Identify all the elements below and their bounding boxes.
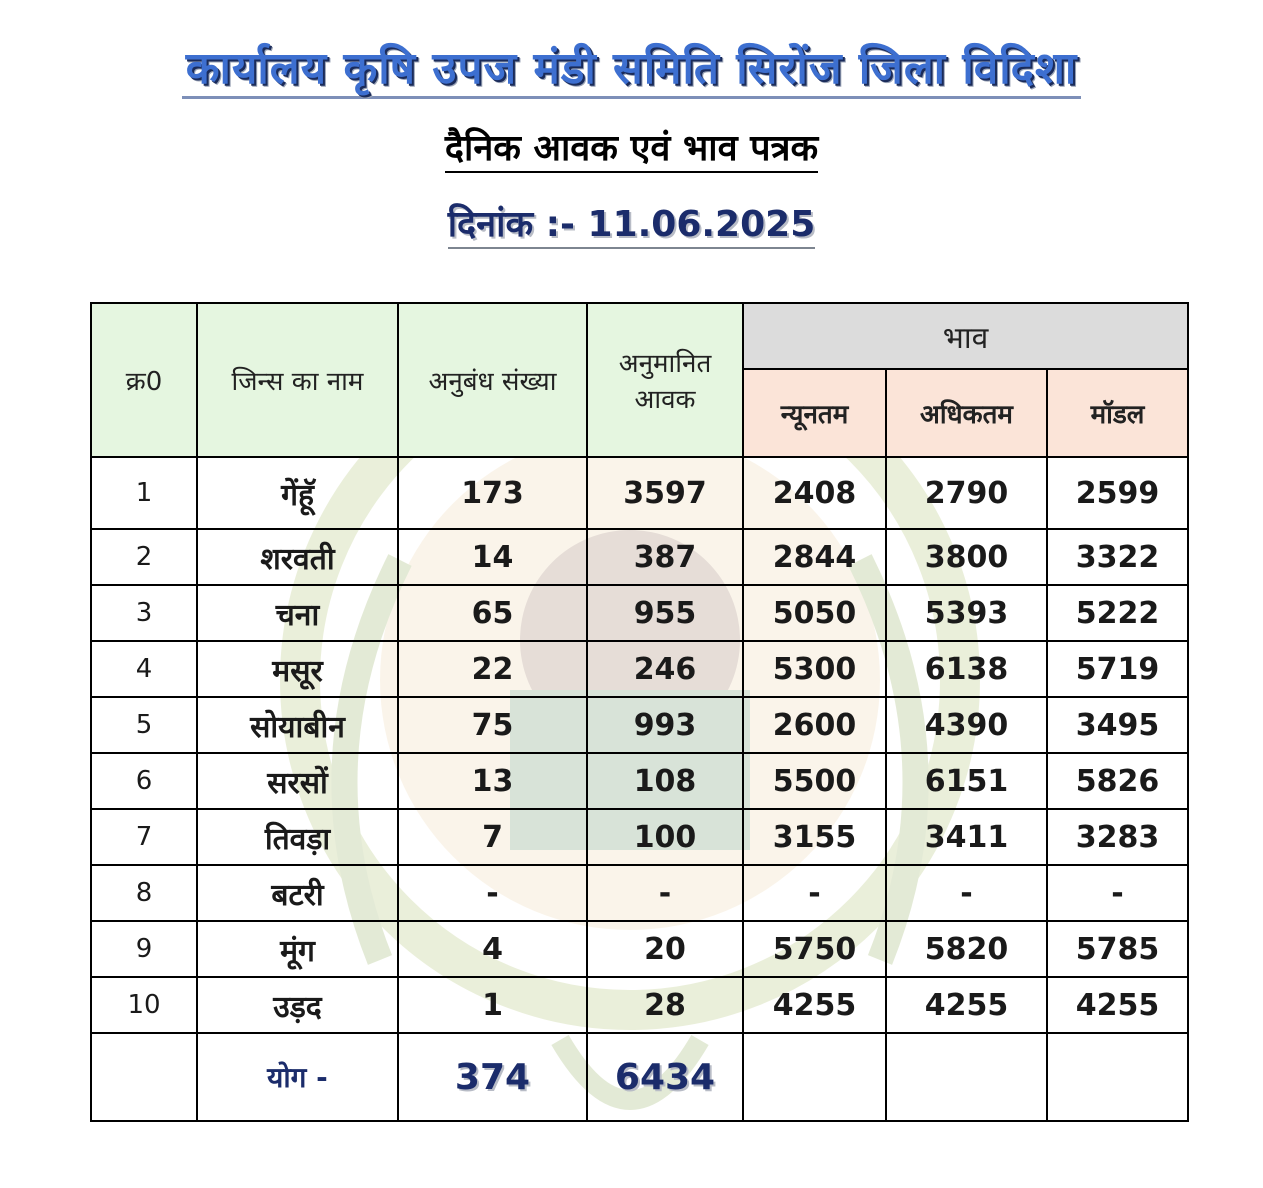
min-price-cell: 5050: [743, 585, 886, 641]
max-price-cell: 5820: [886, 921, 1047, 977]
col-header-min: न्यूनतम: [743, 369, 886, 457]
col-header-modal: मॉडल: [1047, 369, 1188, 457]
arrival-cell: 100: [587, 809, 743, 865]
table-row: [91, 921, 1188, 977]
modal-price-cell: 5785: [1047, 921, 1188, 977]
max-price-cell: 4255: [886, 977, 1047, 1033]
commodity-cell: उड़द: [197, 977, 398, 1033]
total-empty-cell: [886, 1033, 1047, 1121]
min-price-cell: 2844: [743, 529, 886, 585]
max-price-cell: 6138: [886, 641, 1047, 697]
max-price-cell: 2790: [886, 457, 1047, 529]
total-empty-cell: [743, 1033, 886, 1121]
min-price-cell: 2600: [743, 697, 886, 753]
serial-cell: 10: [91, 977, 197, 1033]
contracts-cell: 65: [398, 585, 587, 641]
table-body: [91, 457, 1188, 1033]
table-row: [91, 457, 1188, 529]
serial-cell: 9: [91, 921, 197, 977]
commodity-cell: गेंहूॅ: [197, 457, 398, 529]
commodity-cell: मसूर: [197, 641, 398, 697]
min-price-cell: 4255: [743, 977, 886, 1033]
commodity-cell: चना: [197, 585, 398, 641]
col-header-serial: क्र0: [91, 303, 197, 457]
max-price-cell: 6151: [886, 753, 1047, 809]
modal-price-cell: 4255: [1047, 977, 1188, 1033]
table-row: [91, 809, 1188, 865]
serial-cell: 1: [91, 457, 197, 529]
arrival-cell: 387: [587, 529, 743, 585]
commodity-cell: शरवती: [197, 529, 398, 585]
modal-price-cell: -: [1047, 865, 1188, 921]
modal-price-cell: 2599: [1047, 457, 1188, 529]
arrival-cell: 3597: [587, 457, 743, 529]
arrival-cell: 993: [587, 697, 743, 753]
col-header-max: अधिकतम: [886, 369, 1047, 457]
arrival-cell: -: [587, 865, 743, 921]
office-title: कार्यालय कृषि उपज मंडी समिति सिरोंज जिला विदिशा: [0, 36, 1263, 96]
serial-cell: 6: [91, 753, 197, 809]
table-header-row: [91, 303, 1188, 369]
table-row: [91, 753, 1188, 809]
contracts-cell: 14: [398, 529, 587, 585]
max-price-cell: 5393: [886, 585, 1047, 641]
min-price-cell: 3155: [743, 809, 886, 865]
total-empty-cell: [91, 1033, 197, 1121]
serial-cell: 8: [91, 865, 197, 921]
sheet-title: दैनिक आवक एवं भाव पत्रक: [0, 122, 1263, 171]
arrival-cell: 28: [587, 977, 743, 1033]
max-price-cell: 4390: [886, 697, 1047, 753]
arrival-cell: 20: [587, 921, 743, 977]
serial-cell: 7: [91, 809, 197, 865]
contracts-cell: 7: [398, 809, 587, 865]
commodity-cell: तिवड़ा: [197, 809, 398, 865]
contracts-cell: 13: [398, 753, 587, 809]
arrival-cell: 108: [587, 753, 743, 809]
serial-cell: 2: [91, 529, 197, 585]
min-price-cell: -: [743, 865, 886, 921]
table-row: [91, 977, 1188, 1033]
min-price-cell: 5300: [743, 641, 886, 697]
contracts-cell: 22: [398, 641, 587, 697]
max-price-cell: -: [886, 865, 1047, 921]
min-price-cell: 2408: [743, 457, 886, 529]
commodity-cell: बटरी: [197, 865, 398, 921]
max-price-cell: 3800: [886, 529, 1047, 585]
col-header-commodity: जिन्स का नाम: [197, 303, 398, 457]
total-contracts: 374: [398, 1033, 587, 1121]
min-price-cell: 5750: [743, 921, 886, 977]
contracts-cell: 1: [398, 977, 587, 1033]
modal-price-cell: 5719: [1047, 641, 1188, 697]
min-price-cell: 5500: [743, 753, 886, 809]
serial-cell: 4: [91, 641, 197, 697]
rates-table: [90, 302, 1189, 1122]
contracts-cell: 75: [398, 697, 587, 753]
table-row: [91, 641, 1188, 697]
commodity-cell: मूंग: [197, 921, 398, 977]
table-row: [91, 529, 1188, 585]
modal-price-cell: 3495: [1047, 697, 1188, 753]
commodity-cell: सरसों: [197, 753, 398, 809]
table-row: [91, 865, 1188, 921]
modal-price-cell: 5826: [1047, 753, 1188, 809]
table-row: [91, 585, 1188, 641]
contracts-cell: 4: [398, 921, 587, 977]
col-header-price-group: भाव: [743, 303, 1188, 369]
total-arrival: 6434: [587, 1033, 743, 1121]
contracts-cell: -: [398, 865, 587, 921]
modal-price-cell: 5222: [1047, 585, 1188, 641]
modal-price-cell: 3283: [1047, 809, 1188, 865]
max-price-cell: 3411: [886, 809, 1047, 865]
arrival-cell: 955: [587, 585, 743, 641]
col-header-contract-count: अनुबंध संख्या: [398, 303, 587, 457]
total-label: योग -: [197, 1033, 398, 1121]
col-header-estimated-arrival: अनुमानित आवक: [587, 303, 743, 457]
serial-cell: 3: [91, 585, 197, 641]
arrival-cell: 246: [587, 641, 743, 697]
total-empty-cell: [1047, 1033, 1188, 1121]
commodity-cell: सोयाबीन: [197, 697, 398, 753]
total-row: [91, 1033, 1188, 1121]
date-line: दिनांक :- 11.06.2025: [0, 198, 1263, 247]
modal-price-cell: 3322: [1047, 529, 1188, 585]
serial-cell: 5: [91, 697, 197, 753]
contracts-cell: 173: [398, 457, 587, 529]
table-row: [91, 697, 1188, 753]
